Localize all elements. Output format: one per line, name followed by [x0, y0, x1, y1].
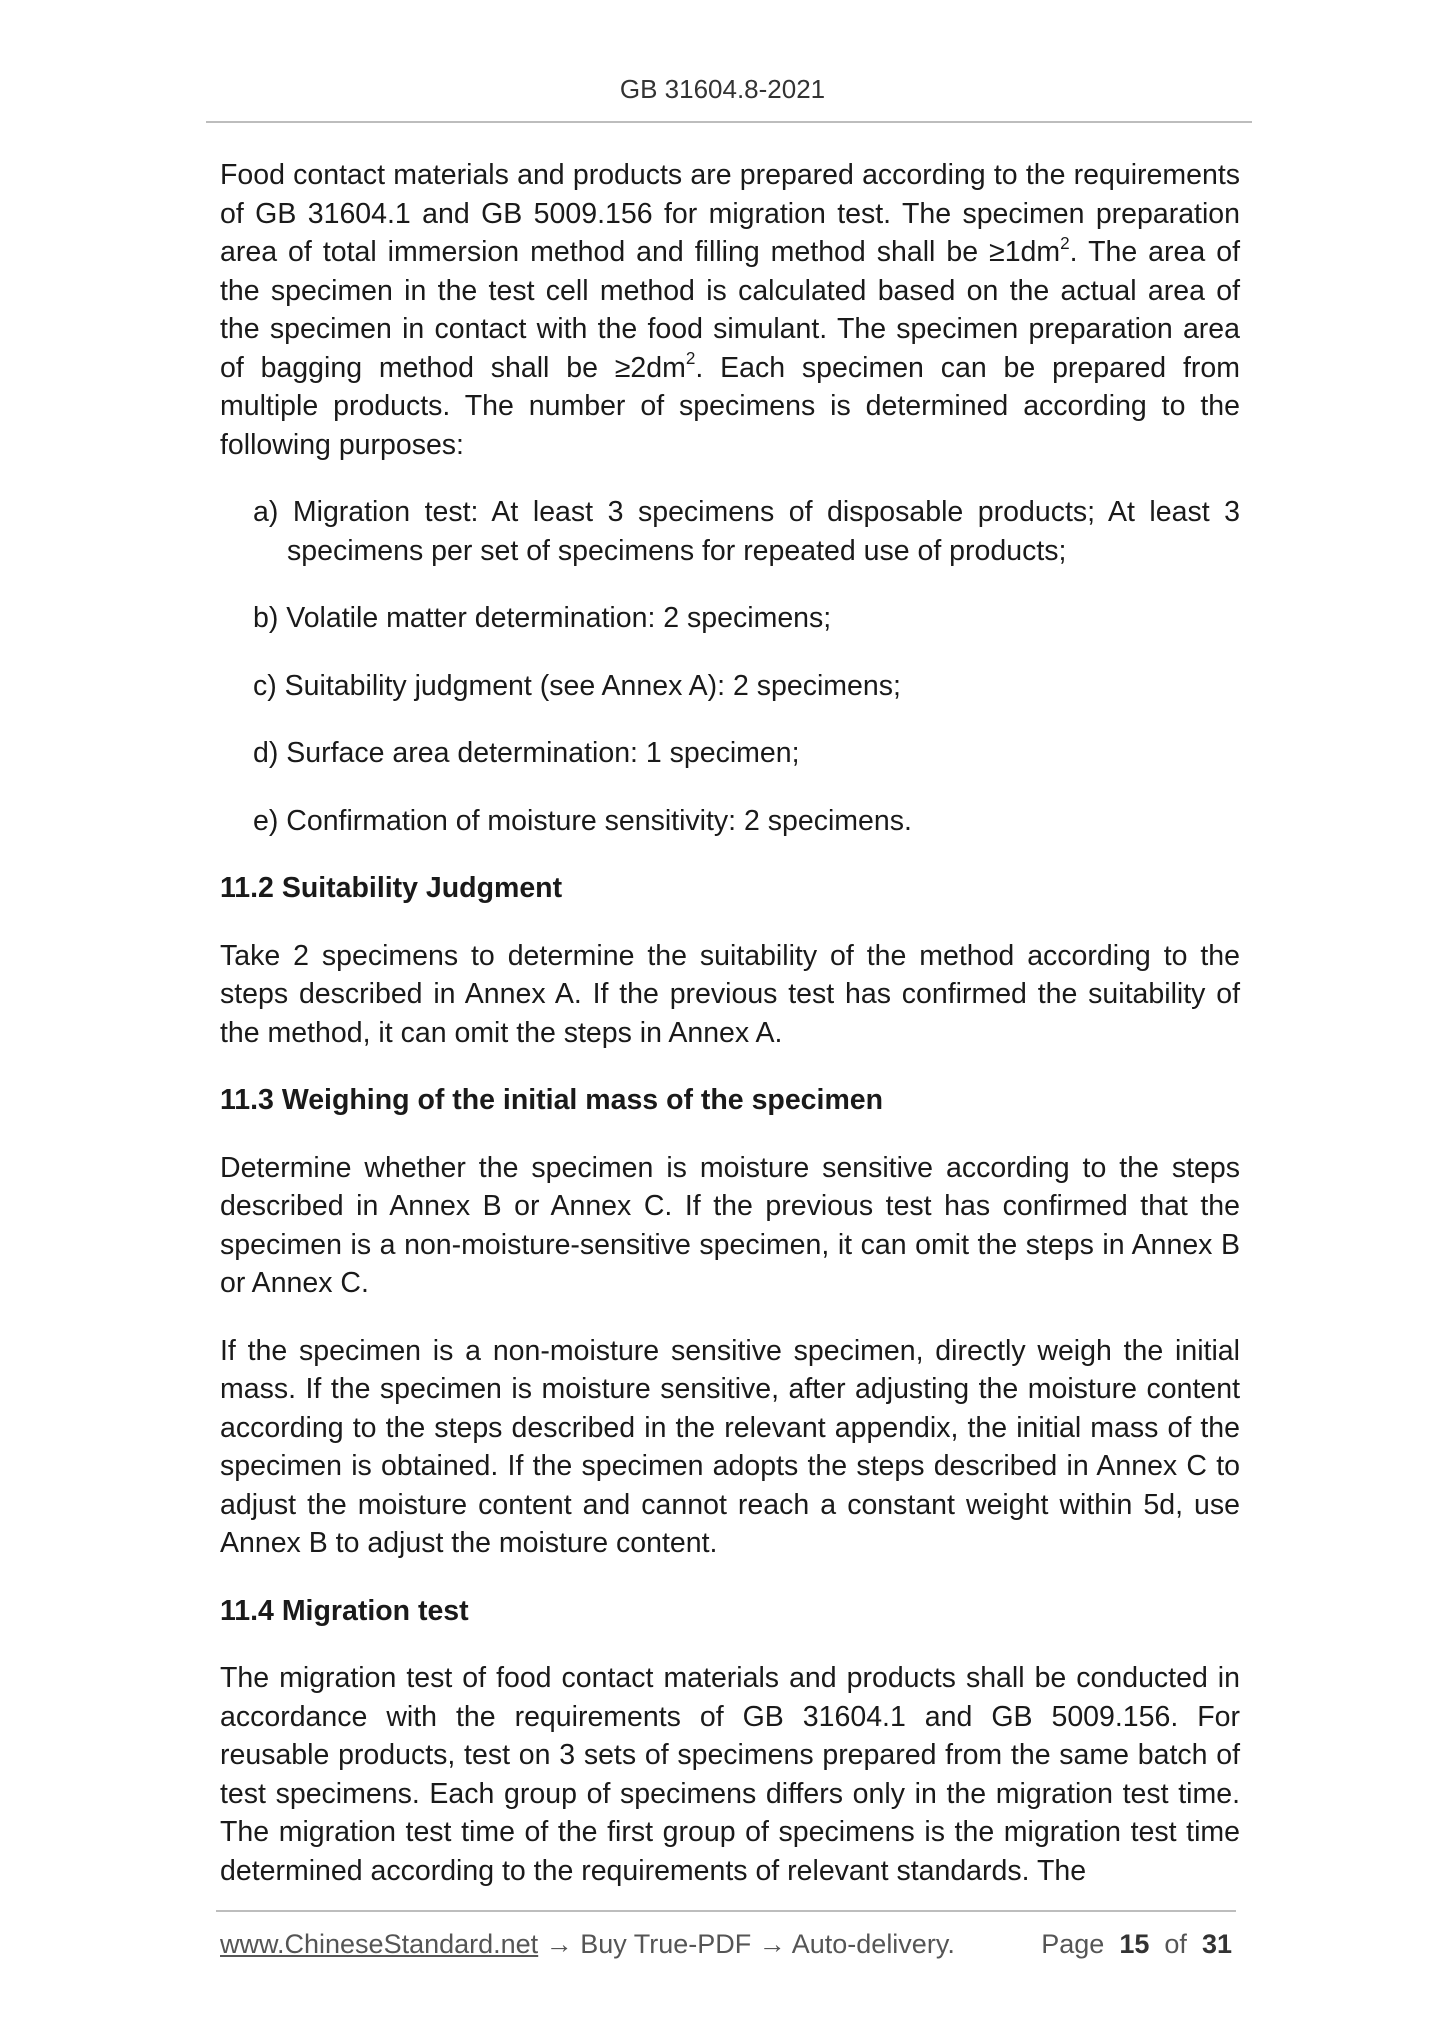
- list-text: Surface area determination: 1 specimen;: [286, 737, 800, 769]
- footer-divider: [216, 1910, 1236, 1912]
- list-item-e: [220, 802, 1240, 841]
- list-marker: a): [253, 496, 279, 528]
- superscript-2b: 2: [685, 349, 696, 368]
- section-11-4-paragraph-1: The migration test of food contact materials and products shall be conducted in accordance with the requirements of GB 31604.1 and GB 5009.156. For reusable products, test on 3 sets of specimens prepared from the same batch of test specimens. Each group of specimens differs only in the migration test time. The migration test time of the first group of specimens is the migration test time determined according to the requirements of relevant standards. The: [220, 1662, 1240, 1887]
- intro-paragraph: [220, 156, 1240, 464]
- page-indicator: [1041, 1929, 1232, 1960]
- page-number: 15: [1119, 1929, 1150, 1959]
- section-11-2-paragraph: Take 2 specimens to determine the suitability of the method according to the steps described in Annex A. If the previous test has confirmed the suitability of the method, it can omit the steps in Annex A.: [220, 939, 1240, 1049]
- intro-text-3: . Each specimen can be prepared from multiple products. The number of specimens is determined according to the following purposes:: [220, 351, 1240, 461]
- section-heading-11-4: 11.4 Migration test: [220, 1594, 469, 1627]
- superscript-2a: 2: [1060, 233, 1070, 253]
- page-header-title: GB 31604.8-2021: [619, 74, 826, 104]
- footer-tagline: → Buy True-PDF → Auto-delivery.: [538, 1929, 955, 1959]
- of-label: of: [1164, 1929, 1187, 1959]
- list-item-c: [220, 667, 1240, 706]
- list-marker: e): [253, 804, 279, 837]
- intro-text-2: . The area of the specimen in the test cell method is calculated based on the actual area of the specimen in contact with the food simulant. The specimen preparation area of bagging method shall be ≥2dm: [220, 236, 1240, 384]
- footer-promo: [220, 1929, 955, 1960]
- list-item-a: [220, 493, 1240, 570]
- list-marker: d): [253, 737, 279, 769]
- list-text: Suitability judgment (see Annex A): 2 specimens;: [284, 669, 901, 702]
- list-item-b: [220, 599, 1240, 638]
- section-11-3-paragraph-1: Determine whether the specimen is moisture sensitive according to the steps described in Annex B or Annex C. If the previous test has confirmed that the specimen is a non-moisture-sensitive specimen, it can omit the steps in Annex B or Annex C.: [220, 1151, 1240, 1299]
- list-text: Confirmation of moisture sensitivity: 2 specimens.: [286, 804, 912, 837]
- section-heading-11-2: 11.2 Suitability Judgment: [220, 872, 563, 904]
- page-label: Page: [1041, 1929, 1105, 1959]
- website-link[interactable]: www.ChineseStandard.net: [220, 1929, 539, 1959]
- document-body: [220, 156, 1240, 1919]
- list-text: Migration test: At least 3 specimens of disposable products; At least 3 specimens per set of specimens for repeated use of products;: [287, 496, 1241, 567]
- list-marker: c): [253, 669, 277, 702]
- intro-text-1: Food contact materials and products are prepared according to the requirements of GB 31604.1 and GB 5009.156 for migration test. The specimen preparation area of total immersion method and filling method shall be ≥1dm: [220, 159, 1240, 268]
- list-marker: b): [253, 602, 279, 634]
- page-total: 31: [1201, 1929, 1232, 1959]
- section-11-3-paragraph-2: If the specimen is a non-moisture sensitive specimen, directly weigh the initial mass. If the specimen is moisture sensitive, after adjusting the moisture content according to the steps described in the relevant appendix, the initial mass of the specimen is obtained. If the specimen adopts the steps described in Annex C to adjust the moisture content and cannot reach a constant weight within 5d, use Annex B to adjust the moisture content.: [220, 1334, 1240, 1559]
- list-item-d: [220, 734, 1240, 773]
- header-divider: [206, 121, 1252, 123]
- list-text: Volatile matter determination: 2 specimens;: [286, 602, 832, 634]
- section-heading-11-3: 11.3 Weighing of the initial mass of the specimen: [220, 1084, 884, 1116]
